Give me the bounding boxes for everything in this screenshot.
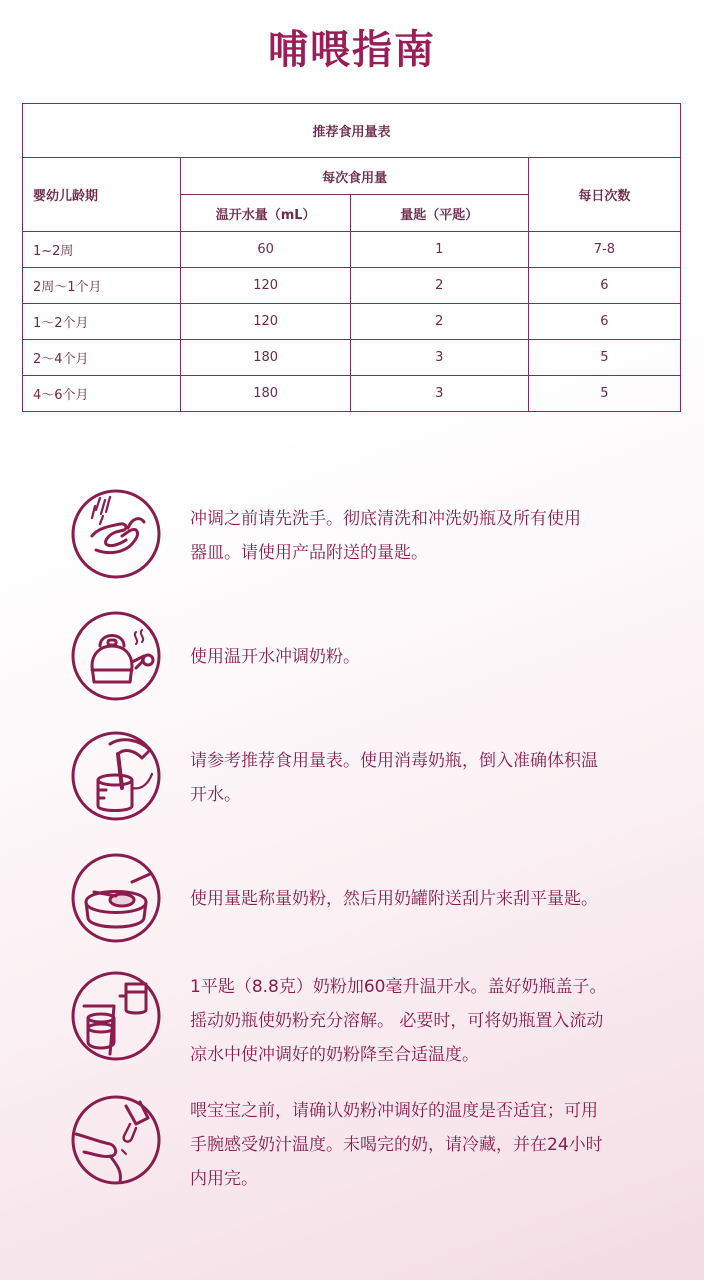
bottle-mixing-icon [70, 970, 162, 1062]
col-scoop-header: 量匙（平匙） [350, 195, 528, 232]
table-row [23, 376, 681, 412]
kettle-icon [70, 610, 162, 702]
water-cell: 60 [181, 232, 350, 268]
times-cell: 7-8 [528, 232, 680, 268]
age-cell: 1~2周 [23, 232, 181, 268]
water-cell: 120 [181, 304, 350, 340]
water-cell: 120 [181, 268, 350, 304]
scoop-cell: 3 [350, 376, 528, 412]
times-cell: 6 [528, 304, 680, 340]
age-cell: 2周～1个月 [23, 268, 181, 304]
col-water-header: 温开水量（mL） [181, 195, 350, 232]
step-text-line: 手腕感受奶汁温度。未喝完的奶，请冷藏，并在24小时 [190, 1135, 603, 1155]
scoop-cell: 1 [350, 232, 528, 268]
step-text-line: 使用温开水冲调奶粉。 [190, 647, 360, 667]
scoop-powder-icon [70, 852, 162, 944]
table-row [23, 268, 681, 304]
times-cell: 5 [528, 376, 680, 412]
scoop-cell: 2 [350, 304, 528, 340]
step-text-line: 开水。 [190, 785, 241, 805]
step-text-line: 凉水中使冲调好的奶粉降至合适温度。 [190, 1045, 479, 1065]
step-text-line: 内用完。 [190, 1169, 258, 1189]
hand-washing-icon [70, 488, 162, 580]
times-cell: 5 [528, 340, 680, 376]
water-cell: 180 [181, 340, 350, 376]
step-text-line: 器皿。请使用产品附送的量匙。 [190, 543, 428, 563]
table-row [23, 340, 681, 376]
age-cell: 2～4个月 [23, 340, 181, 376]
step-text-line: 使用量匙称量奶粉，然后用奶罐附送刮片来刮平量匙。 [190, 889, 598, 909]
step-text-line: 冲调之前请先洗手。彻底清洗和冲洗奶瓶及所有使用 [190, 509, 581, 529]
scoop-cell: 2 [350, 268, 528, 304]
table-row [23, 232, 681, 268]
age-cell: 4～6个月 [23, 376, 181, 412]
step-text-line: 请参考推荐食用量表。使用消毒奶瓶，倒入准确体积温 [190, 751, 598, 771]
page-title: 哺喂指南 [268, 27, 436, 73]
water-cell: 180 [181, 376, 350, 412]
step-text-line: 1平匙（8.8克）奶粉加60毫升温开水。盖好奶瓶盖子。 [190, 977, 607, 997]
table-row [23, 304, 681, 340]
scoop-cell: 3 [350, 340, 528, 376]
wrist-test-icon [70, 1094, 162, 1186]
age-cell: 1～2个月 [23, 304, 181, 340]
step-text-line: 喂宝宝之前，请确认奶粉冲调好的温度是否适宜；可用 [190, 1101, 598, 1121]
col-age-header: 婴幼儿龄期 [23, 158, 181, 232]
step-text-line: 摇动奶瓶使奶粉充分溶解。 必要时，可将奶瓶置入流动 [190, 1011, 604, 1031]
col-times-header: 每日次数 [528, 158, 680, 232]
col-per-serving-header: 每次食用量 [181, 158, 528, 195]
feeding-table [22, 103, 681, 412]
table-caption: 推荐食用量表 [23, 104, 681, 158]
pour-water-icon [70, 730, 162, 822]
times-cell: 6 [528, 268, 680, 304]
